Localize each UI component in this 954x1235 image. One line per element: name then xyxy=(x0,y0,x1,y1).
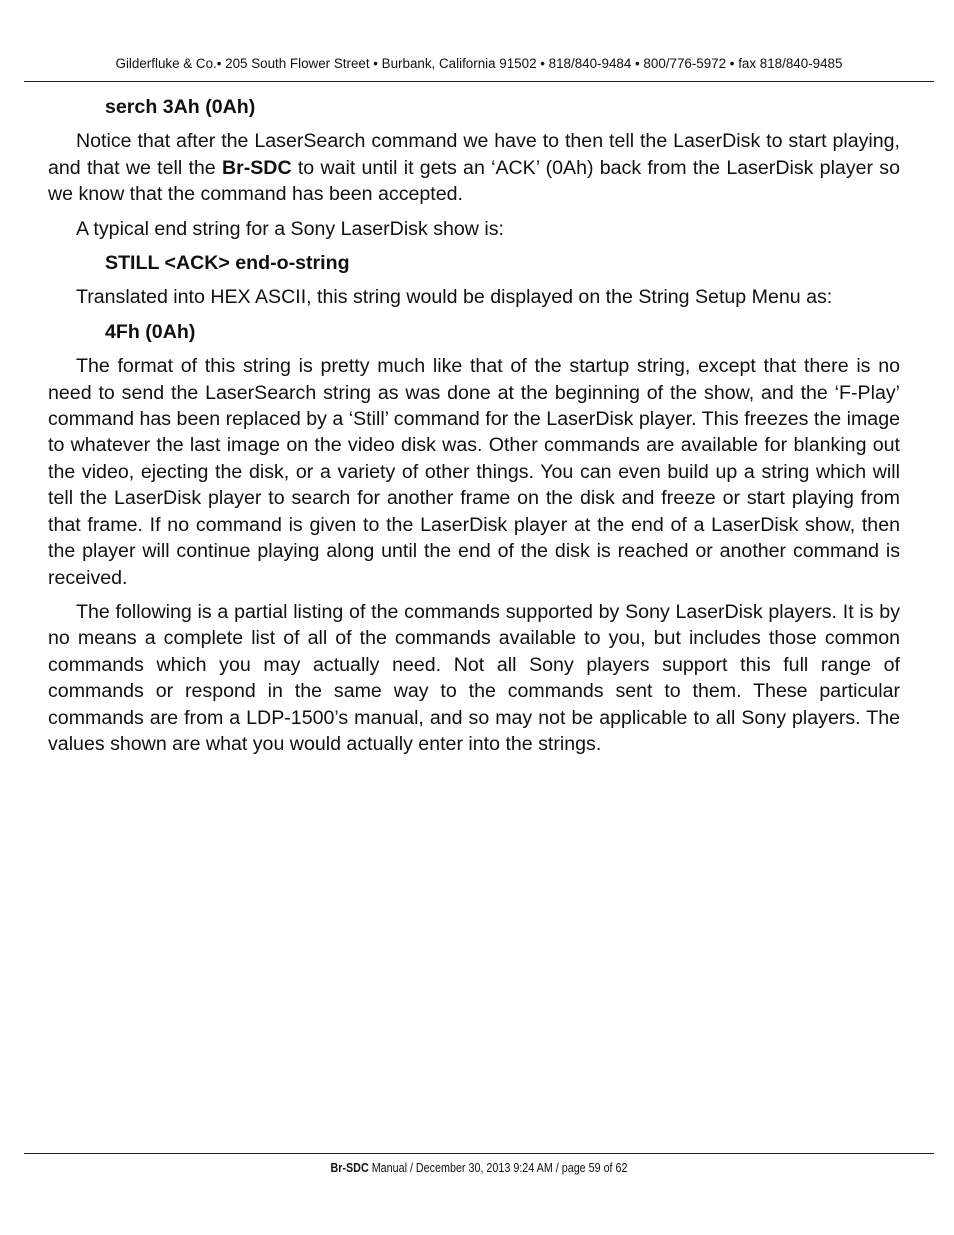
code-line-hex: 4Fh (0Ah) xyxy=(105,320,196,343)
paragraph-format: The format of this string is pretty much like that of the startup string, except that there is no need to send the LaserSearch string as was done at the beginning of the show, and the ‘F-Play’ command has been replaced by a ‘Still’ command for the LaserDisk player. This freezes the image to whatever the last image on the video disk was. Other commands are available for blanking out the video, ejecting the disk, or a variety of other things. You can even build up a string which will tell the LaserDisk player to search for another frame on the disk and freeze or start playing from that frame. If no command is given to the LaserDisk player at the end of a LaserDisk show, then the player will continue playing along until the end of the disk is reached or another command is received. xyxy=(48,355,900,589)
footer-product: Br-SDC xyxy=(330,1161,369,1175)
product-name: Br-SDC xyxy=(221,156,292,179)
page-header xyxy=(24,56,934,71)
paragraph-text: to wait until it gets an ‘ACK’ (0Ah) back from the LaserDisk player so we know that the command has been accepted. xyxy=(48,156,900,206)
footer-text: Manual / December 30, 2013 9:24 AM / page 59 of 62 xyxy=(368,1161,628,1175)
code-line-still: STILL <ACK> end-o-string xyxy=(105,252,350,275)
footer-rule xyxy=(24,1153,934,1154)
header-rule xyxy=(24,81,934,82)
page-body xyxy=(48,94,900,765)
paragraph-command-listing: The following is a partial listing of the commands supported by Sony LaserDisk players. It is by no means a complete list of all of the commands available to you, but includes those common commands which you may actually need. Not all Sony players support this full range of commands or respond in the same way to the commands sent to them. These particular commands are from a LDP-1500’s manual, and so may not be applicable to all Sony players. The values shown are what you would actually enter into the strings. xyxy=(48,600,900,755)
paragraph-text: Notice that after the LaserSearch command we have to then tell the LaserDisk to start playing, and that we tell the xyxy=(48,130,900,179)
code-line-serch: serch 3Ah (0Ah) xyxy=(105,96,256,118)
paragraph-hex-ascii: Translated into HEX ASCII, this string would be displayed on the String Setup Menu as: xyxy=(76,286,833,309)
header-contact-line: Gilderfluke & Co.• 205 South Flower Street • Burbank, California 91502 • 818/840-9484 • 800/776-5972 • fax 818/840-9485 xyxy=(115,56,843,71)
paragraph-end-string-intro: A typical end string for a Sony LaserDisk show is: xyxy=(76,217,504,240)
paragraph-lasersearch-notice xyxy=(48,128,900,207)
page-footer xyxy=(88,1161,871,1175)
